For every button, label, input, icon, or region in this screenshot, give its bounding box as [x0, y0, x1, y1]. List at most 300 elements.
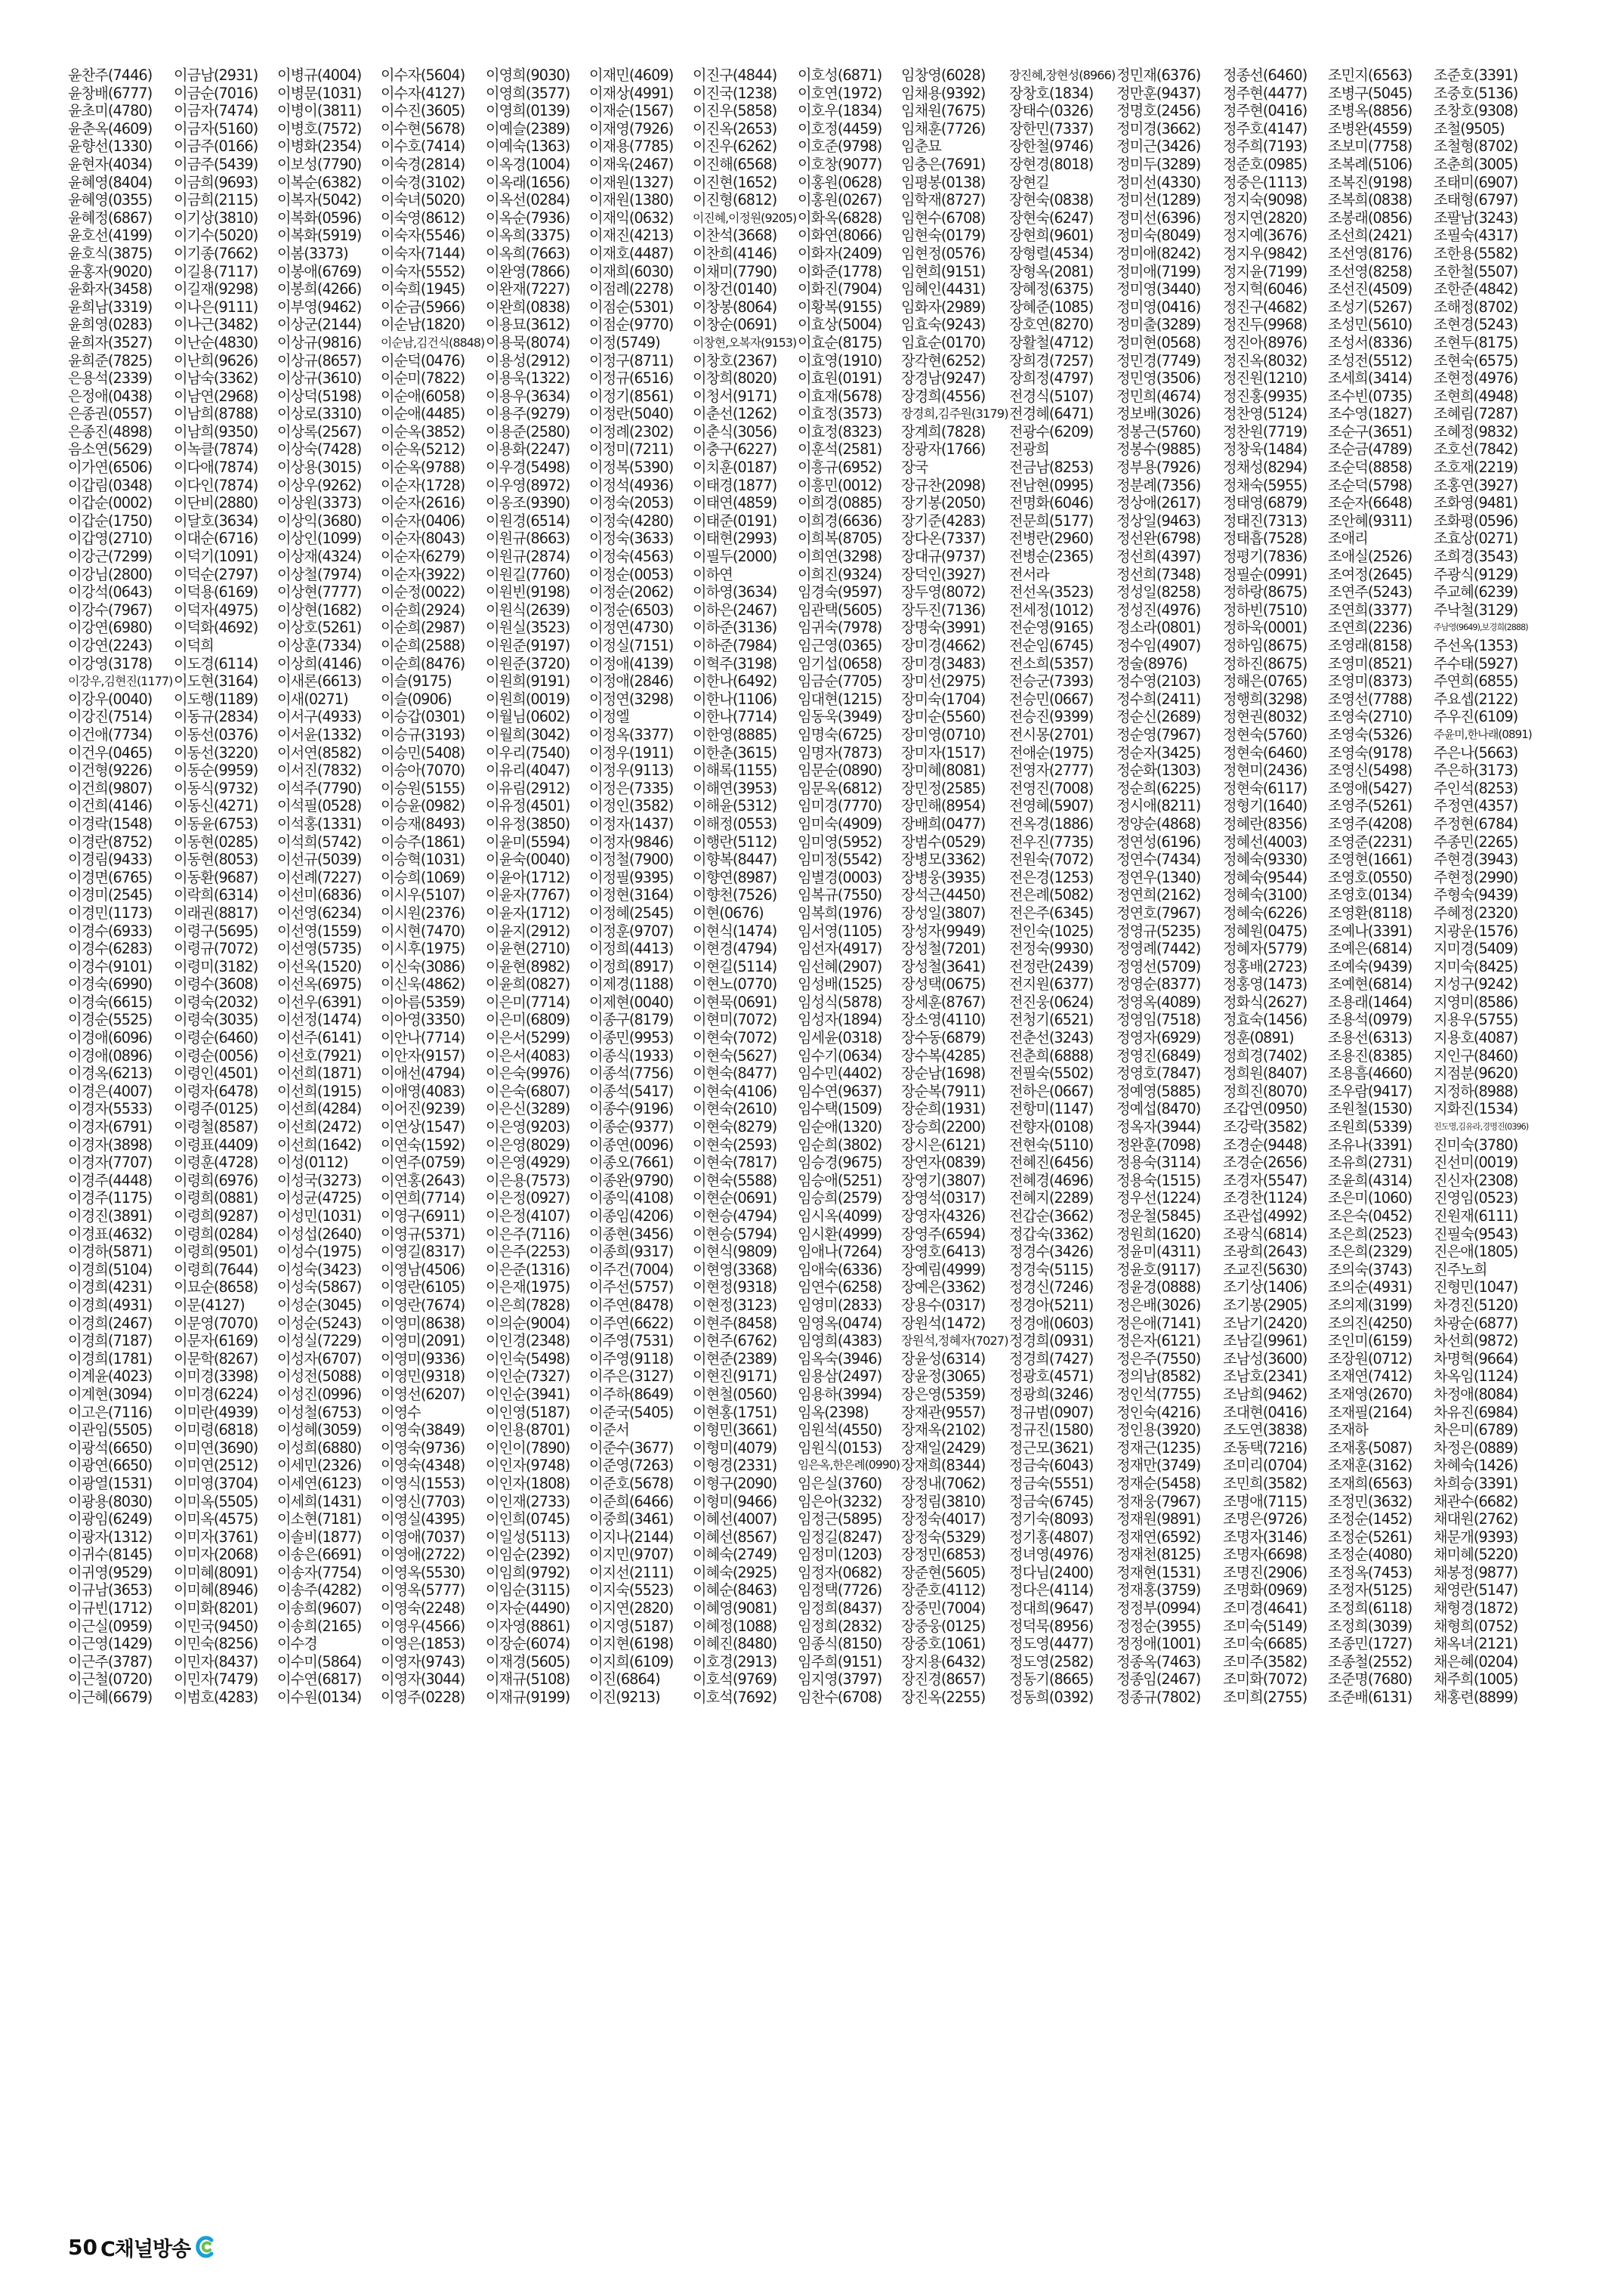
donor-name: 이영자(9743) [381, 1652, 465, 1670]
donor-name: 장용수(0317) [901, 1296, 986, 1314]
donor-name: 이행란(5112) [693, 833, 777, 851]
donor-name: 조재영(2670) [1328, 1385, 1413, 1403]
donor-name: 조기봉(2905) [1223, 1296, 1308, 1314]
name-row [68, 352, 1548, 370]
donor-name: 임미영(5952) [798, 833, 882, 851]
donor-name: 조남길(9961) [1223, 1332, 1308, 1350]
donor-name: 임수택(1509) [798, 1100, 882, 1118]
donor-name: 이미란(4939) [174, 1403, 258, 1421]
donor-name: 이정순(2062) [589, 583, 674, 601]
donor-name: 이해정(0553) [693, 814, 777, 833]
donor-name: 정예섭(8470) [1116, 1100, 1201, 1118]
donor-name: 조남성(3600) [1223, 1349, 1308, 1367]
donor-name: 이영길(8317) [381, 1243, 465, 1261]
donor-name: 이건형(9226) [68, 762, 153, 780]
donor-name: 정종선(6460) [1223, 66, 1308, 84]
donor-name: 정혜란(8356) [1223, 814, 1308, 833]
donor-name: 이문(4127) [174, 1296, 245, 1314]
donor-name: 이안자(9157) [381, 1046, 465, 1065]
donor-name: 이병문(1031) [277, 84, 362, 102]
donor-name: 조영주(4208) [1328, 814, 1413, 833]
donor-name: 이복순(6382) [277, 173, 362, 191]
donor-name: 이민자(8437) [174, 1652, 258, 1670]
donor-name: 이효영(1910) [798, 351, 882, 369]
donor-name: 이미자(3761) [174, 1528, 258, 1546]
donor-name: 조은희(2523) [1328, 1225, 1413, 1243]
donor-name: 이영희(9030) [486, 66, 570, 84]
donor-name: 조태형(6797) [1434, 191, 1518, 209]
donor-name: 이새(0271) [277, 690, 348, 708]
donor-name: 조용진(8385) [1328, 1046, 1413, 1065]
donor-name: 정재순(5458) [1116, 1474, 1201, 1492]
donor-name: 임미숙(4909) [798, 814, 882, 833]
donor-name: 정대희(9647) [1009, 1599, 1094, 1618]
donor-name: 이영란(6105) [381, 1278, 465, 1296]
donor-name: 장예은(3362) [901, 1278, 986, 1296]
donor-name: 전경혜(6471) [1009, 405, 1094, 423]
donor-name: 장성철(7201) [901, 940, 986, 958]
donor-name: 이래권(8817) [174, 904, 258, 922]
donor-name: 이종완(9790) [589, 1171, 674, 1189]
donor-name: 이도경(6114) [174, 654, 258, 672]
donor-name: 조희경(3543) [1434, 548, 1518, 566]
donor-name: 이향천(7526) [693, 886, 777, 904]
donor-name: 이순자(1728) [381, 476, 465, 494]
donor-name: 진원재(6111) [1434, 1207, 1518, 1225]
donor-name: 이화옥(6828) [798, 209, 882, 227]
donor-name: 이규빈(1712) [68, 1599, 153, 1618]
donor-name: 장정숙(4017) [901, 1510, 986, 1528]
donor-name: 진신자(2308) [1434, 1171, 1518, 1189]
donor-name: 이은영(9203) [486, 1118, 570, 1136]
donor-name: 이영식(1553) [381, 1474, 465, 1492]
donor-name: 이문영(7070) [174, 1314, 258, 1332]
donor-name: 조명은(9726) [1223, 1510, 1308, 1528]
donor-name: 장정림(3810) [901, 1492, 986, 1510]
donor-name: 차은미(6789) [1434, 1421, 1518, 1439]
donor-name: 이순희(2588) [381, 637, 465, 654]
donor-name: 정시애(8211) [1116, 797, 1201, 815]
name-row [68, 388, 1548, 406]
donor-name: 이채미(7790) [693, 262, 777, 280]
donor-name: 조순덕(8858) [1328, 459, 1413, 477]
donor-name: 임서영(1105) [798, 922, 882, 940]
donor-name: 장진경(8657) [901, 1670, 986, 1689]
name-row [68, 1315, 1548, 1333]
donor-name: 이우리(7540) [486, 743, 570, 762]
donor-name: 임문순(0890) [798, 762, 882, 780]
donor-name: 이제현(0040) [589, 993, 674, 1011]
donor-name: 조현두(8175) [1434, 333, 1518, 351]
donor-name: 이재경(5605) [486, 1652, 570, 1670]
donor-name: 이금자(5160) [174, 119, 258, 138]
donor-name: 이수연(6817) [277, 1670, 362, 1689]
donor-name: 이경란(8752) [68, 833, 153, 851]
name-row [68, 102, 1548, 120]
donor-name: 조세희(3414) [1328, 369, 1413, 388]
donor-name: 조준명(7680) [1328, 1670, 1413, 1689]
donor-name: 임정미(1203) [798, 1546, 882, 1564]
donor-name: 이영미(2091) [381, 1332, 465, 1350]
donor-name: 이경희(7187) [68, 1332, 153, 1350]
donor-name: 이락희(6314) [174, 886, 258, 904]
donor-name: 장재일(2429) [901, 1439, 986, 1457]
donor-name: 정진아(8976) [1223, 333, 1308, 351]
donor-name: 이현홍(1751) [693, 1403, 777, 1421]
donor-name: 이영신(7703) [381, 1492, 465, 1510]
donor-name: 이화진(7904) [798, 280, 882, 298]
donor-name: 임은실(3760) [798, 1474, 882, 1492]
donor-name: 임옥숙(3946) [798, 1349, 882, 1367]
donor-name: 이옥희(3375) [486, 227, 570, 245]
donor-name: 조예은(6814) [1328, 940, 1413, 958]
donor-name: 윤현자(4034) [68, 155, 153, 173]
donor-name: 장윤성(6314) [901, 1349, 986, 1367]
donor-name: 정하빈(7510) [1223, 601, 1308, 619]
donor-name: 이덕화(4692) [174, 619, 258, 637]
donor-name: 이은숙(9976) [486, 1065, 570, 1083]
donor-name: 이정우(1911) [589, 743, 674, 762]
donor-name: 이령희(9287) [174, 1207, 258, 1225]
donor-name: 정연호(7967) [1116, 904, 1201, 922]
donor-name: 장창호(1834) [1009, 84, 1094, 102]
donor-name: 이숙경(2814) [381, 155, 465, 173]
donor-name: 이근혜(6679) [68, 1689, 153, 1707]
donor-name: 이송은(6691) [277, 1546, 362, 1564]
donor-name: 주인석(8253) [1434, 779, 1518, 797]
donor-name: 임승애(5251) [798, 1171, 882, 1189]
donor-name: 장원석(1472) [901, 1314, 986, 1332]
donor-name: 이종임(4206) [589, 1207, 674, 1225]
donor-name: 이혜선(4007) [693, 1510, 777, 1528]
donor-name: 이영수 [381, 1403, 421, 1421]
donor-name: 정태진(7313) [1223, 511, 1308, 530]
donor-name: 이영희(0139) [486, 102, 570, 120]
donor-name: 이창순(0691) [693, 316, 777, 334]
donor-name: 이효상(5004) [798, 316, 882, 334]
donor-name: 이종구(8179) [589, 1011, 674, 1029]
donor-name: 이경애(6096) [68, 1029, 153, 1047]
donor-name: 이인이(7890) [486, 1439, 570, 1457]
donor-name: 이옥래(1656) [486, 173, 570, 191]
donor-name: 조원철(1530) [1328, 1100, 1413, 1118]
donor-name: 이광자(1312) [68, 1528, 153, 1546]
donor-name: 정녀영(4976) [1009, 1546, 1094, 1564]
donor-name: 정혜선(4003) [1223, 833, 1308, 851]
donor-name: 조용석(0979) [1328, 1011, 1413, 1029]
donor-name: 조순덕(5798) [1328, 476, 1413, 494]
donor-name: 조우람(9417) [1328, 1082, 1413, 1100]
donor-name: 조갑연(0950) [1223, 1100, 1308, 1118]
donor-name: 조한철(5507) [1434, 262, 1518, 280]
donor-name: 전소희(5357) [1009, 654, 1094, 672]
donor-name: 이혜영(9081) [693, 1599, 777, 1618]
donor-name: 정훈(0891) [1223, 1029, 1294, 1047]
donor-name: 이현경(4794) [693, 940, 777, 958]
donor-name: 전승진(9399) [1009, 708, 1094, 726]
donor-name: 이령숙(3035) [174, 1011, 258, 1029]
name-row [68, 708, 1548, 726]
donor-name: 전지원(6377) [1009, 975, 1094, 994]
donor-name: 조교진(5630) [1223, 1260, 1308, 1278]
donor-name: 조경찬(1124) [1223, 1189, 1308, 1207]
donor-name: 전현숙(5110) [1009, 1136, 1094, 1154]
donor-name: 채홍련(8899) [1434, 1689, 1518, 1707]
donor-name: 주현정(2990) [1434, 868, 1518, 886]
donor-name: 이석필(0528) [277, 797, 362, 815]
donor-name: 이혜순(8463) [693, 1581, 777, 1599]
donor-name: 이선영(5735) [277, 940, 362, 958]
donor-name: 이건희(4146) [68, 797, 153, 815]
donor-name: 이혜정(1088) [693, 1617, 777, 1635]
donor-name: 임지영(3797) [798, 1670, 882, 1689]
donor-name: 주혜정(2320) [1434, 904, 1518, 922]
donor-name: 정종임(2467) [1116, 1670, 1201, 1689]
donor-name: 조영래(8158) [1328, 637, 1413, 654]
donor-name: 조선진(4509) [1328, 280, 1413, 298]
donor-name: 이재상(4991) [589, 84, 674, 102]
donor-name: 이은희(7828) [486, 1296, 570, 1314]
donor-name: 이지나(2144) [589, 1528, 674, 1546]
donor-name: 임성배(1525) [798, 975, 882, 994]
donor-name: 전명화(6046) [1009, 494, 1094, 512]
donor-name: 장성일(3807) [901, 904, 986, 922]
donor-name: 이동윤(6753) [174, 814, 258, 833]
donor-name: 채은혜(0204) [1434, 1652, 1518, 1670]
donor-name: 윤초미(4780) [68, 102, 153, 120]
donor-name: 정용숙(1515) [1116, 1171, 1201, 1189]
donor-name: 장중호(1061) [901, 1635, 986, 1653]
donor-name: 이영우(4566) [381, 1617, 465, 1635]
donor-name: 이동식(9732) [174, 779, 258, 797]
donor-name: 이일성(5113) [486, 1528, 570, 1546]
donor-name: 이종석(7756) [589, 1065, 674, 1083]
donor-name: 이호성(6871) [798, 66, 882, 84]
donor-name: 이정미(7211) [589, 440, 674, 459]
name-row [68, 548, 1548, 566]
donor-name: 은용석(2339) [68, 369, 153, 388]
donor-name: 이동선(3220) [174, 743, 258, 762]
donor-name: 이혁주(3198) [693, 654, 777, 672]
donor-name: 조한준(4842) [1434, 280, 1518, 298]
donor-name: 장예림(4999) [901, 1260, 986, 1278]
donor-name: 이광연(6650) [68, 1457, 153, 1475]
donor-name: 임평봉(0138) [901, 173, 986, 191]
donor-name: 정재만(3749) [1116, 1457, 1201, 1475]
donor-name: 주우진(6109) [1434, 708, 1518, 726]
donor-name: 정수영(2103) [1116, 672, 1201, 691]
donor-name: 이옥순(7936) [486, 209, 570, 227]
donor-name: 조영호(0134) [1328, 886, 1413, 904]
donor-name: 지점분(9620) [1434, 1065, 1518, 1083]
donor-name: 정다은(4114) [1009, 1581, 1094, 1599]
donor-name: 이하영(3634) [693, 583, 777, 601]
donor-name: 조기상(1406) [1223, 1278, 1308, 1296]
donor-name: 이복화(5919) [277, 227, 362, 245]
donor-name: 정영규(5235) [1116, 922, 1201, 940]
donor-name: 임복희(1976) [798, 904, 882, 922]
name-row [68, 601, 1548, 620]
donor-name: 정우선(1224) [1116, 1189, 1201, 1207]
donor-name: 정덕묵(8956) [1009, 1617, 1094, 1635]
donor-name: 조영신(5498) [1328, 762, 1413, 780]
donor-name: 이미옥(5505) [174, 1492, 258, 1510]
donor-name: 조보미(7758) [1328, 138, 1413, 156]
donor-name: 윤화자(3458) [68, 280, 153, 298]
name-row [68, 1528, 1548, 1547]
donor-name: 이찬석(3668) [693, 227, 777, 245]
donor-name: 이황복(9155) [798, 298, 882, 316]
donor-name: 이계현(3094) [68, 1385, 153, 1403]
donor-name: 이현숙(7072) [693, 1029, 777, 1047]
name-row [68, 815, 1548, 833]
donor-name: 이근철(0720) [68, 1670, 153, 1689]
donor-name: 임기섭(0658) [798, 654, 882, 672]
donor-name: 이강수(7967) [68, 601, 153, 619]
donor-name: 이혜선(8567) [693, 1528, 777, 1546]
donor-name: 이정엘 [589, 708, 629, 726]
donor-name: 윤희준(7825) [68, 351, 153, 369]
donor-name: 조수영(1827) [1328, 405, 1413, 423]
donor-name: 이승원(5155) [381, 779, 465, 797]
donor-name: 장정숙(5329) [901, 1528, 986, 1546]
donor-name: 이기종(7662) [174, 244, 258, 262]
donor-name: 이재원(1327) [589, 173, 674, 191]
donor-name: 이정훈(9707) [589, 922, 674, 940]
donor-name: 장미선(2975) [901, 672, 986, 691]
donor-name: 조영숙(2710) [1328, 708, 1413, 726]
donor-name: 이영미(9336) [381, 1349, 465, 1367]
name-row [68, 1225, 1548, 1244]
donor-name: 정해은(0765) [1223, 672, 1308, 691]
donor-name: 조인미(6159) [1328, 1332, 1413, 1350]
donor-name: 윤춘옥(4609) [68, 119, 153, 138]
donor-name: 이광용(8030) [68, 1492, 153, 1510]
donor-name: 이령희(0881) [174, 1189, 258, 1207]
donor-name: 이인영(5187) [486, 1403, 570, 1421]
donor-name: 지미숙(8425) [1434, 957, 1518, 975]
donor-name: 주은하(3173) [1434, 762, 1518, 780]
donor-name: 이영란(7674) [381, 1296, 465, 1314]
donor-name: 전혜경(4696) [1009, 1171, 1094, 1189]
donor-name: 정종규(7802) [1116, 1689, 1201, 1707]
donor-name: 이연희(7714) [381, 1189, 465, 1207]
donor-name: 정운철(5845) [1116, 1207, 1201, 1225]
donor-name: 이용묘(3612) [486, 316, 570, 334]
donor-name: 이현순(0691) [693, 1189, 777, 1207]
donor-name: 이한나(6492) [693, 672, 777, 691]
donor-name: 이성전(5088) [277, 1367, 362, 1386]
donor-name: 차경진(5120) [1434, 1296, 1518, 1314]
donor-name: 장기준(4283) [901, 511, 986, 530]
donor-name: 이정자(1437) [589, 814, 674, 833]
donor-name: 이월님(0602) [486, 708, 570, 726]
donor-name: 정미출(3289) [1116, 316, 1201, 334]
donor-name: 이영구(6911) [381, 1207, 465, 1225]
donor-name: 이은주(2253) [486, 1243, 570, 1261]
donor-name: 이봄(3373) [277, 244, 348, 262]
donor-name: 이지현(6198) [589, 1635, 674, 1653]
donor-name: 이재규(9199) [486, 1689, 570, 1707]
donor-name: 이금주(0166) [174, 138, 258, 156]
donor-name: 정영선(5709) [1116, 957, 1201, 975]
donor-name: 임원석(4550) [798, 1421, 882, 1439]
donor-name: 이순자(0406) [381, 511, 465, 530]
donor-name: 임정근(5895) [798, 1510, 882, 1528]
donor-name: 조미희(2755) [1223, 1689, 1308, 1707]
donor-name: 정민영(3506) [1116, 369, 1201, 388]
donor-name: 정희진(8070) [1223, 1082, 1308, 1100]
donor-name: 이령표(4409) [174, 1136, 258, 1154]
donor-name: 장경희(4556) [901, 387, 986, 405]
donor-name: 조현숙(6575) [1434, 351, 1518, 369]
donor-name: 정화식(2627) [1223, 993, 1308, 1011]
donor-name: 이현숙(4106) [693, 1082, 777, 1100]
donor-name: 임승경(9675) [798, 1154, 882, 1172]
name-row [68, 369, 1548, 388]
donor-name: 정보배(3026) [1116, 405, 1201, 423]
donor-name: 이은재(1975) [486, 1278, 570, 1296]
name-row [68, 1154, 1548, 1172]
donor-name: 채형희(0752) [1434, 1617, 1518, 1635]
name-row [68, 459, 1548, 477]
donor-name: 이다애(7874) [174, 459, 258, 477]
donor-name: 조명화(0969) [1223, 1581, 1308, 1599]
donor-name: 이선희(1642) [277, 1136, 362, 1154]
donor-name: 장대규(9737) [901, 548, 986, 566]
donor-name: 장미경(3483) [901, 654, 986, 672]
donor-name: 이호정(4459) [798, 119, 882, 138]
donor-name: 전영자(2777) [1009, 762, 1094, 780]
donor-name: 장영호(6413) [901, 1243, 986, 1261]
donor-name: 조순구(3651) [1328, 422, 1413, 440]
donor-name: 이근실(0959) [68, 1617, 153, 1635]
donor-name: 이은주(7116) [486, 1225, 570, 1243]
donor-name: 정기숙(8093) [1009, 1510, 1094, 1528]
donor-name: 조애실(2526) [1328, 548, 1413, 566]
donor-name: 임문옥(6812) [798, 779, 882, 797]
donor-name: 이정숙(4563) [589, 548, 674, 566]
donor-name: 임명숙(6725) [798, 725, 882, 743]
donor-name: 정홍영(1473) [1223, 975, 1308, 994]
donor-name: 정근모(3621) [1009, 1439, 1094, 1457]
name-row [68, 1421, 1548, 1439]
donor-name: 이용묵(8074) [486, 333, 570, 351]
donor-name: 정주현(4477) [1223, 84, 1308, 102]
donor-name: 조연희(3377) [1328, 601, 1413, 619]
donor-name: 이태경(1877) [693, 476, 777, 494]
donor-name: 이현주(6762) [693, 1332, 777, 1350]
donor-name: 지화진(1534) [1434, 1100, 1518, 1118]
donor-name: 장민해(8954) [901, 797, 986, 815]
donor-name: 이해연(3953) [693, 779, 777, 797]
donor-name: 전시몽(2701) [1009, 725, 1094, 743]
donor-name: 이령희(6976) [174, 1171, 258, 1189]
name-row [68, 174, 1548, 192]
donor-name: 이종순(9377) [589, 1118, 674, 1136]
donor-name: 정효숙(1456) [1223, 1011, 1308, 1029]
donor-name: 이성국(3273) [277, 1171, 362, 1189]
donor-name: 이상재(4324) [277, 548, 362, 566]
donor-name: 조선희(2421) [1328, 227, 1413, 245]
donor-name: 이선영(1559) [277, 922, 362, 940]
donor-name: 임현정(0576) [901, 244, 986, 262]
donor-name: 이은숙(6807) [486, 1082, 570, 1100]
donor-name: 정행희(3298) [1223, 690, 1308, 708]
donor-name: 이현영(3368) [693, 1260, 777, 1278]
donor-name: 주요셉(2122) [1434, 690, 1518, 708]
donor-name: 주수태(5927) [1434, 654, 1518, 672]
